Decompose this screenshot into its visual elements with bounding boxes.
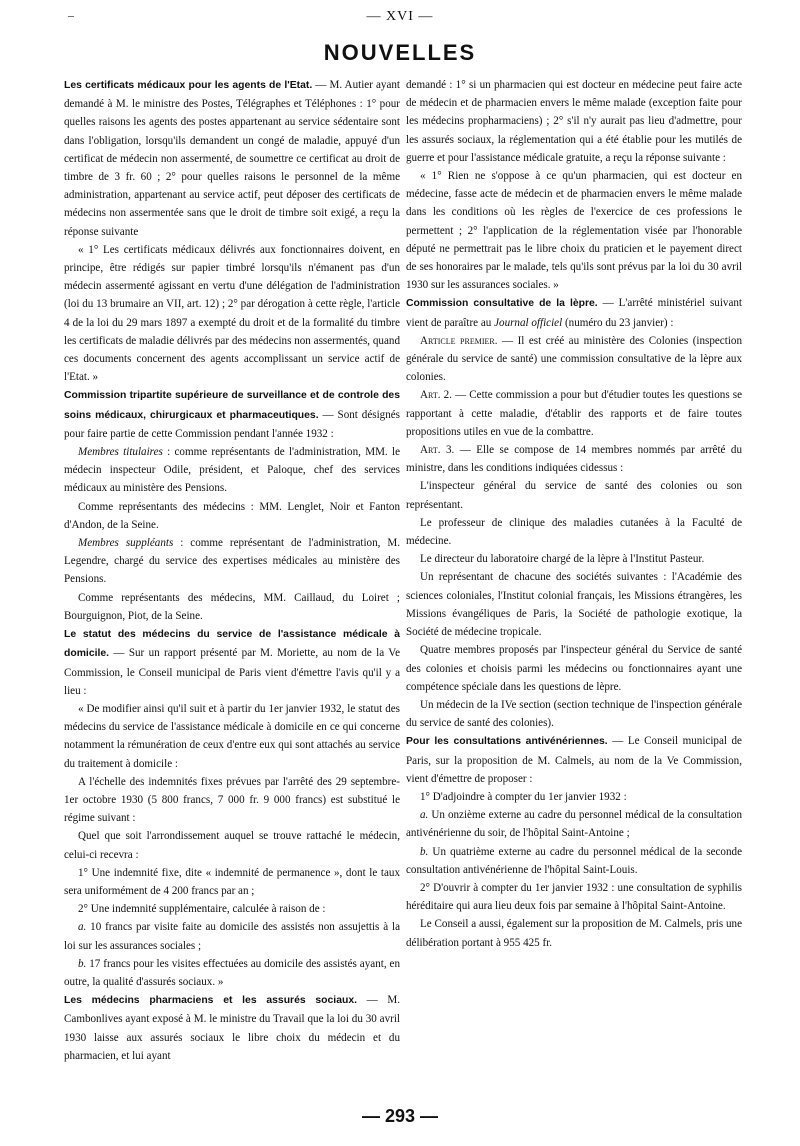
paragraph	[406, 843, 742, 879]
smallcaps-label: Art. 3.	[420, 444, 455, 457]
paragraph: 2° D'ouvrir à compter du 1er janvier 1932 : une consultation de syphilis héréditaire qui aura lieu deux fois par semaine à l'hôpital Saint-Antoine.	[406, 881, 742, 913]
paragraph: 2° Une indemnité supplémentaire, calculée à raison de :	[78, 903, 326, 916]
paragraph-text: 10 francs par visite faite au domicile des assistés non assujettis à la loi sur les assurances sociales ;	[64, 921, 400, 952]
article-consultations	[406, 732, 742, 788]
paragraph: Un médecin de la IVe section (section technique de l'inspection générale du service de santé des colonies).	[406, 698, 742, 730]
article-text: — M. Cambonlives ayant exposé à M. le ministre du Travail que la loi du 30 avril 1930 laisse aux assurés sociaux le libre choix du médecin et du pharmacien, et lui ayant	[64, 994, 400, 1062]
article-text: — Sont désignés pour faire partie de cette Commission pendant l'année 1932 :	[64, 408, 400, 440]
article-commission-tripartite	[64, 386, 400, 443]
left-column	[64, 76, 400, 1065]
paragraph: Quatre membres proposés par l'inspecteur général du Service de santé des colonies et choisis parmi les médecins ou fonctionnaires ayant une compétence spéciale dans les questions de lèpre.	[406, 644, 742, 693]
paragraph: « 1° Les certificats médicaux délivrés aux fonctionnaires doivent, en principe, être rédigés sur papier timbré lorsqu'ils n'émanent pas d'un médecin assermenté agissant en vertu d'une délégation de l'administration (loi du 13 brumaire an VII, art. 12) ; 2° par dérogation à cette règle, l'article 4 de la loi du 29 mars 1897 a exempté du droit et de la formalité du timbre les certificats de maladie délivrés par des médecins non assermentés, quand ces documents concernent des agents accomplissant un service actif de l'Etat. »	[64, 243, 400, 384]
paragraph	[406, 806, 742, 842]
italic-label: Membres suppléants	[78, 537, 174, 550]
paragraph	[406, 332, 742, 387]
paragraph-text: Un quatrième externe au cadre du personnel médical de la seconde consultation antivénérienne de l'hôpital Saint-Louis.	[406, 845, 742, 876]
article-heading: Le statut des médecins du service de l'assistance médicale à domicile.	[64, 629, 400, 660]
paragraph	[406, 441, 742, 477]
paragraph	[64, 918, 400, 954]
italic-label: Membres titulaires	[78, 446, 163, 459]
page-number: — 293 —	[361, 1106, 439, 1126]
article-statut-medecins	[64, 625, 400, 700]
paragraph: Comme représentants des médecins, MM. Caillaud, du Loiret ; Bourguignon, Piot, de la Seine.	[64, 591, 400, 622]
paragraph: « 1° Rien ne s'oppose à ce qu'un pharmacien, qui est docteur en médecine, fasse acte de médecin et de pharmacien envers le même malade dans les conditions où les règles de l'exercice de ces professions le permettent ; 2° l'application de la réglementation visée par l'honorable député ne permettrait pas le libre choix du praticien et le payement direct de ses honoraires par le malade, tels qu'ils sont prévus par la loi du 30 avril 1930 sur les assurances sociales. »	[406, 170, 742, 292]
italic-label: b.	[420, 845, 429, 858]
paragraph	[64, 955, 400, 991]
article-heading: Les certificats médicaux pour les agents de l'Etat.	[64, 80, 313, 91]
article-pharmaciens	[64, 991, 400, 1065]
page-title: NOUVELLES	[323, 40, 477, 65]
article-certificats	[64, 76, 400, 241]
article-heading: Commission consultative de la lèpre.	[406, 298, 598, 310]
paragraph: Le professeur de clinique des maladies cutanées à la Faculté de médecine.	[406, 516, 742, 548]
article-text: — L'arrêté ministériel suivant vient de paraître au	[406, 297, 742, 329]
article-text: — Le Conseil municipal de Paris, sur la proposition de M. Calmels, au nom de la Ve Commission, vient d'émettre de proposer :	[406, 735, 742, 785]
paragraph: demandé : 1° si un pharmacien qui est docteur en médecine peut faire acte de médecin et de pharmacien envers le même malade (exception faite pour les médecins propharmaciens) ; 2° s'il n'y aurait pas lieu d'admettre, pour les assurés sociaux, la réglementation qui a été établie pour les mutilés de guerre et pour l'assistance médicale gratuite, a reçu la réponse suivante :	[406, 79, 742, 164]
corner-dash: –	[68, 8, 74, 22]
paragraph: Le directeur du laboratoire chargé de la lèpre à l'Institut Pasteur.	[420, 553, 705, 566]
article-text: (numéro du 23 janvier) :	[562, 316, 674, 329]
paragraph: Le Conseil a aussi, également sur la proposition de M. Calmels, pris une délibération portant à 955 425 fr.	[406, 918, 742, 949]
paragraph-text: — Cette commission a pour but d'étudier toutes les questions se rapportant à cette maladie, d'établir des rapports et de faire toutes propositions utiles en vue de la combattre.	[406, 389, 742, 438]
paragraph: A l'échelle des indemnités fixes prévues par l'arrêté des 29 septembre-1er octobre 1930 (5 800 francs, 7 000 fr. 9 000 francs) est substitué le régime suivant :	[64, 775, 400, 825]
italic-title: Journal officiel	[494, 316, 563, 329]
paragraph: Comme représentants des médecins : MM. Lenglet, Noir et Fanton d'Andon, de la Seine.	[64, 500, 400, 531]
paragraph: Un représentant de chacune des sociétés suivantes : l'Académie des sciences coloniales, l'Institut colonial français, les Missions étrangères, les Missions évangéliques de Paris, la Société de pathologie exotique, la Société de médecine tropicale.	[406, 571, 742, 639]
article-heading: Pour les consultations antivénériennes.	[406, 736, 608, 748]
italic-label: b.	[78, 957, 87, 970]
page-header-roman: — XVI —	[366, 9, 434, 24]
paragraph-text: : comme représentants de l'administration, MM. le médecin inspecteur Odile, président, et Paloque, chef des services médicaux au ministère des Pensions.	[64, 446, 401, 495]
paragraph: 1° Une indemnité fixe, dite « indemnité de permanence », dont le taux sera uniformément de 4 200 francs par an ;	[64, 866, 400, 897]
article-heading: Les médecins pharmaciens et les assurés sociaux.	[64, 995, 357, 1007]
paragraph	[64, 534, 400, 589]
article-heading: Commission tripartite supérieure de surveillance et de controle des soins médicaux, chirurgicaux et pharmaceutiques.	[64, 390, 400, 421]
article-text: — Sur un rapport présenté par M. Moriette, au nom de la Ve Commission, le Conseil municipal de Paris vient d'émettre l'avis qu'il y a lieu :	[64, 647, 400, 697]
article-commission-lepre	[406, 294, 742, 331]
article-text: — M. Autier ayant demandé à M. le ministre des Postes, Télégraphes et Téléphones : 1° pour quelles raisons les agents des postes appartenant au service sédentaire sont dans l'obligation, lorsqu'ils demandent un congé de maladie, appuyé d'un certificat de médecin non assermenté, de soumettre ce certificat au droit de timbre de 3 fr. 60 ; 2° pour quelles raisons le personnel de la même administration, appartenant au service actif, peut déposer des certificats de médecins non assermentée sans que le droit de timbre soit exigé, a reçu la réponse suivante	[64, 79, 400, 238]
smallcaps-label: Article premier.	[420, 334, 498, 347]
paragraph	[406, 386, 742, 441]
italic-label: a.	[78, 921, 87, 934]
paragraph-text: — Il est créé au ministère des Colonies (inspection générale du service de santé) une commission consultative de la lèpre aux colonies.	[406, 334, 742, 384]
smallcaps-label: Art. 2.	[420, 389, 452, 402]
paragraph: 1° D'adjoindre à compter du 1er janvier 1932 :	[420, 790, 627, 803]
right-column	[406, 76, 742, 952]
paragraph: « De modifier ainsi qu'il suit et à partir du 1er janvier 1932, le statut des médecins du service de l'assistance médicale à domicile en ce qui concerne notamment la rémunération de ceux d'entre eux qui sont attachés au service du traitement à domicile :	[64, 702, 400, 770]
paragraph-text: — Elle se compose de 14 membres nommés par arrêté du ministre, dans les conditions indiquées cidessus :	[406, 444, 742, 475]
paragraph-text: : comme représentant de l'administration, M. Legendre, chargé du service des expertises médicales au ministère des Pensions.	[64, 537, 400, 586]
paragraph-text: 17 francs pour les visites effectuées au domicile des assistés ayant, en outre, la qualité d'assurés sociaux. »	[64, 957, 400, 988]
italic-label: a.	[420, 809, 429, 822]
paragraph: Quel que soit l'arrondissement auquel se trouve rattaché le médecin, celui-ci recevra :	[64, 830, 400, 861]
paragraph: L'inspecteur général du service de santé des colonies ou son représentant.	[406, 480, 742, 511]
paragraph-text: Un onzième externe au cadre du personnel médical de la consultation antivénérienne du soir, de l'hôpital Saint-Antoine ;	[406, 809, 742, 840]
paragraph	[64, 443, 400, 498]
